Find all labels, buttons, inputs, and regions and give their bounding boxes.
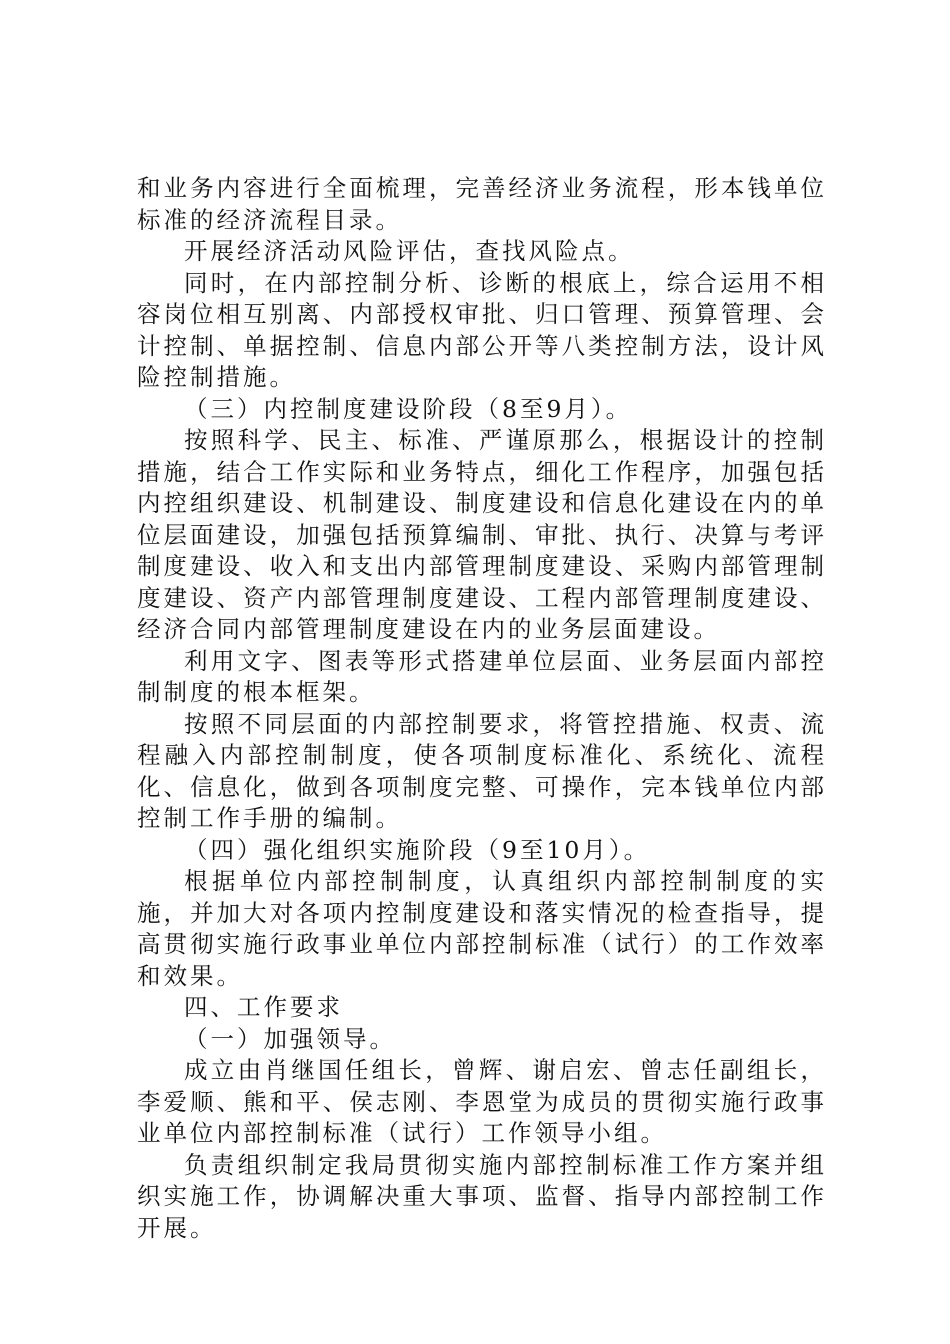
paragraph-system-construction: 按照科学、民主、标准、严谨原那么，根据设计的控制措施，结合工作实际和业务特点，细化工作程序，加强包括内控组织建设、机制建设、制度建设和信息化建设在内的单位层面建设，加强包括预算编制、审批、执行、决算与考评制度建设、收入和支出内部管理制度建设、采购内部管理制度建设、资产内部管理制度建设、工程内部管理制度建设、经济合同内部管理制度建设在内的业务层面建设。 (137, 426, 827, 643)
paragraph-implementation: 根据单位内部控制制度，认真组织内部控制制度的实施，并加大对各项内控制度建设和落实情况的检查指导，提高贯彻实施行政事业单位内部控制标准（试行）的工作效率和效果。 (137, 867, 827, 990)
paragraph-risk-assessment: 开展经济活动风险评估，查找风险点。 (184, 237, 635, 265)
heading-strengthen-leadership: （一）加强领导。 (184, 1024, 396, 1053)
paragraph-framework: 利用文字、图表等形式搭建单位层面、业务层面内部控制制度的根本框架。 (137, 646, 827, 706)
paragraph-leadership-group: 成立由肖继国任组长，曾辉、谢启宏、曾志任副组长，李爱顺、熊和平、侯志刚、李恩堂为成员的贯彻实施行政事业单位内部控制标准（试行）工作领导小组。 (137, 1056, 827, 1147)
heading-stage-three: （三）内控制度建设阶段（8至9月）。 (184, 394, 633, 423)
heading-work-requirements: 四、工作要求 (184, 993, 343, 1021)
paragraph-responsibilities: 负责组织制定我局贯彻实施内部控制标准工作方案并组织实施工作，协调解决重大事项、监督、指导内部控制工作开展。 (137, 1150, 827, 1242)
paragraph-control-methods: 同时，在内部控制分析、诊断的根底上，综合运用不相容岗位相互别离、内部授权审批、归口管理、预算管理、会计控制、单据控制、信息内部公开等八类控制方法，设计风险控制措施。 (137, 268, 827, 391)
heading-stage-four: （四）强化组织实施阶段（9至10月）。 (184, 835, 651, 864)
document-body (137, 173, 827, 1244)
paragraph-continuation: 和业务内容进行全面梳理，完善经济业务流程，形本钱单位标准的经济流程目录。 (137, 174, 827, 234)
paragraph-manual: 按照不同层面的内部控制要求，将管控措施、权责、流程融入内部控制制度，使各项制度标准化、系统化、流程化、信息化，做到各项制度完整、可操作，完本钱单位内部控制工作手册的编制。 (137, 709, 827, 832)
